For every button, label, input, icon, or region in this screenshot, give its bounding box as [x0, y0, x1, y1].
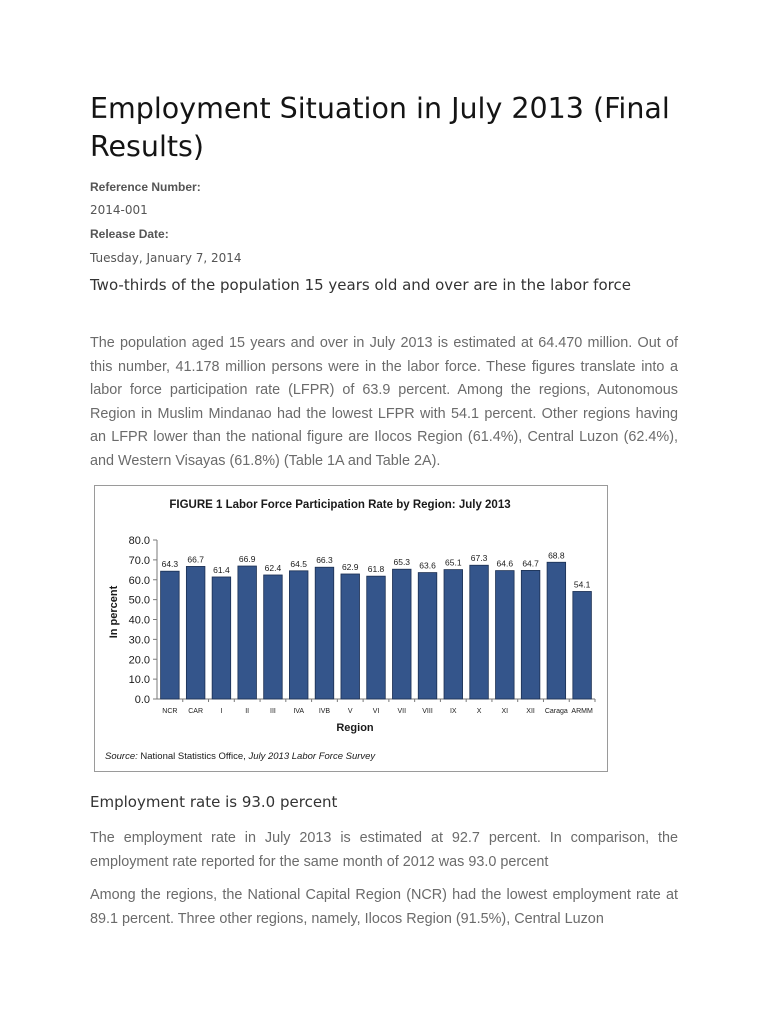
bar-xi	[496, 571, 515, 699]
employment-rate-paragraph: The employment rate in July 2013 is estimated at 92.7 percent. In comparison, the employment rate reported for the same month of 2012 was 93.0 percent	[90, 830, 678, 870]
lfpr-chart-figure	[94, 485, 608, 772]
bar-iva	[289, 571, 308, 699]
x-tick-label: ARMM	[571, 708, 593, 715]
x-tick-label: VI	[372, 708, 380, 715]
data-label: 67.3	[470, 553, 488, 564]
y-tick-label: 80.0	[128, 535, 150, 547]
x-tick-label: Caraga	[544, 708, 568, 715]
y-tick-label: 0.0	[134, 694, 150, 706]
data-label: 61.4	[213, 564, 230, 575]
data-label: 64.3	[161, 559, 179, 570]
bar-car	[186, 566, 205, 699]
bar-ix	[444, 570, 463, 699]
section-heading-employment-rate: Employment rate is 93.0 percent	[90, 793, 338, 811]
chart-marks	[129, 535, 595, 715]
data-label: 66.7	[187, 554, 204, 565]
bar-xii	[521, 570, 540, 699]
data-label: 64.6	[496, 558, 514, 569]
data-label: 66.9	[238, 554, 256, 565]
section-heading-labor-force: Two-thirds of the population 15 years old and over are in the labor force	[90, 276, 631, 294]
data-label: 68.8	[548, 550, 565, 561]
source-prefix: Source:	[105, 751, 138, 762]
x-tick-label: V	[347, 708, 353, 715]
x-tick-label: IVA	[293, 708, 305, 715]
y-tick-label: 50.0	[128, 594, 150, 607]
page-title: Employment Situation in July 2013 (Final Results)	[90, 92, 670, 163]
x-tick-label: IX	[449, 708, 457, 715]
bar-vii	[392, 569, 411, 699]
x-tick-label: X	[476, 708, 482, 715]
chart-title: FIGURE 1 Labor Force Participation Rate by Region: July 2013	[169, 499, 511, 511]
bar-i	[212, 577, 231, 699]
chart-y-axis-label: In percent	[108, 585, 120, 639]
x-tick-label: XII	[526, 708, 535, 715]
bar-ncr	[161, 571, 180, 699]
x-tick-label: III	[270, 708, 276, 715]
x-tick-label: CAR	[188, 708, 204, 715]
source-publication: July 2013 Labor Force Survey	[248, 751, 376, 762]
reference-number-value: 2014-001	[90, 203, 148, 217]
data-label: 62.9	[341, 561, 359, 572]
data-label: 62.4	[264, 562, 282, 573]
source-text: National Statistics Office,	[137, 751, 249, 762]
x-tick-label: VIII	[422, 708, 433, 715]
reference-number-label: Reference Number:	[90, 180, 201, 194]
bar-ii	[238, 566, 257, 699]
x-tick-label: IVB	[318, 708, 331, 715]
bar-iii	[264, 575, 283, 699]
data-label: 66.3	[316, 555, 333, 566]
labor-force-paragraph: The population aged 15 years and over in July 2013 is estimated at 64.470 million. Out of this number, 41.178 million persons were in the labor force. These figures translate into a labor force participation rate (LFPR) of 63.9 percent. Among the regions, Autonomous Region in Muslim Mindanao had the lowest LFPR with 54.1 percent. Other regions having an LFPR lower than the national figure are Ilocos Region (61.4%), Central Luzon (62.4%), and Western Visayas (61.8%) (Table 1A and Table 2A).	[90, 335, 678, 469]
bar-caraga	[547, 562, 566, 699]
lfpr-bar-chart	[95, 486, 607, 771]
y-tick-label: 40.0	[128, 614, 150, 627]
x-tick-label: XI	[501, 708, 509, 715]
y-tick-label: 70.0	[128, 554, 150, 567]
bar-vi	[367, 576, 386, 699]
release-date-label: Release Date:	[90, 227, 169, 241]
x-tick-label: NCR	[162, 708, 178, 715]
x-tick-label: II	[245, 708, 250, 715]
regional-employment-paragraph: Among the regions, the National Capital Region (NCR) had the lowest employment rate at 89.1 percent. Three other regions, namely, Ilocos Region (91.5%), Central Luzon	[90, 887, 678, 927]
data-label: 61.8	[367, 564, 385, 575]
data-label: 64.5	[290, 558, 307, 569]
y-tick-label: 30.0	[128, 634, 150, 647]
chart-source-note	[105, 751, 376, 762]
data-label: 54.1	[573, 579, 591, 590]
bar-viii	[418, 573, 437, 699]
x-tick-label: VII	[397, 708, 407, 715]
y-tick-label: 20.0	[128, 654, 150, 667]
bar-x	[470, 565, 489, 699]
y-tick-label: 10.0	[128, 674, 150, 687]
data-label: 65.1	[445, 557, 462, 568]
chart-x-axis-label: Region	[336, 722, 374, 734]
bar-v	[341, 574, 360, 699]
data-label: 63.6	[419, 560, 436, 571]
bar-armm	[573, 591, 592, 699]
release-date-value: Tuesday, January 7, 2014	[90, 251, 242, 265]
x-tick-label: I	[220, 708, 223, 715]
bar-ivb	[315, 567, 334, 699]
data-label: 64.7	[522, 558, 539, 569]
y-tick-label: 60.0	[128, 574, 150, 587]
data-label: 65.3	[393, 557, 411, 568]
